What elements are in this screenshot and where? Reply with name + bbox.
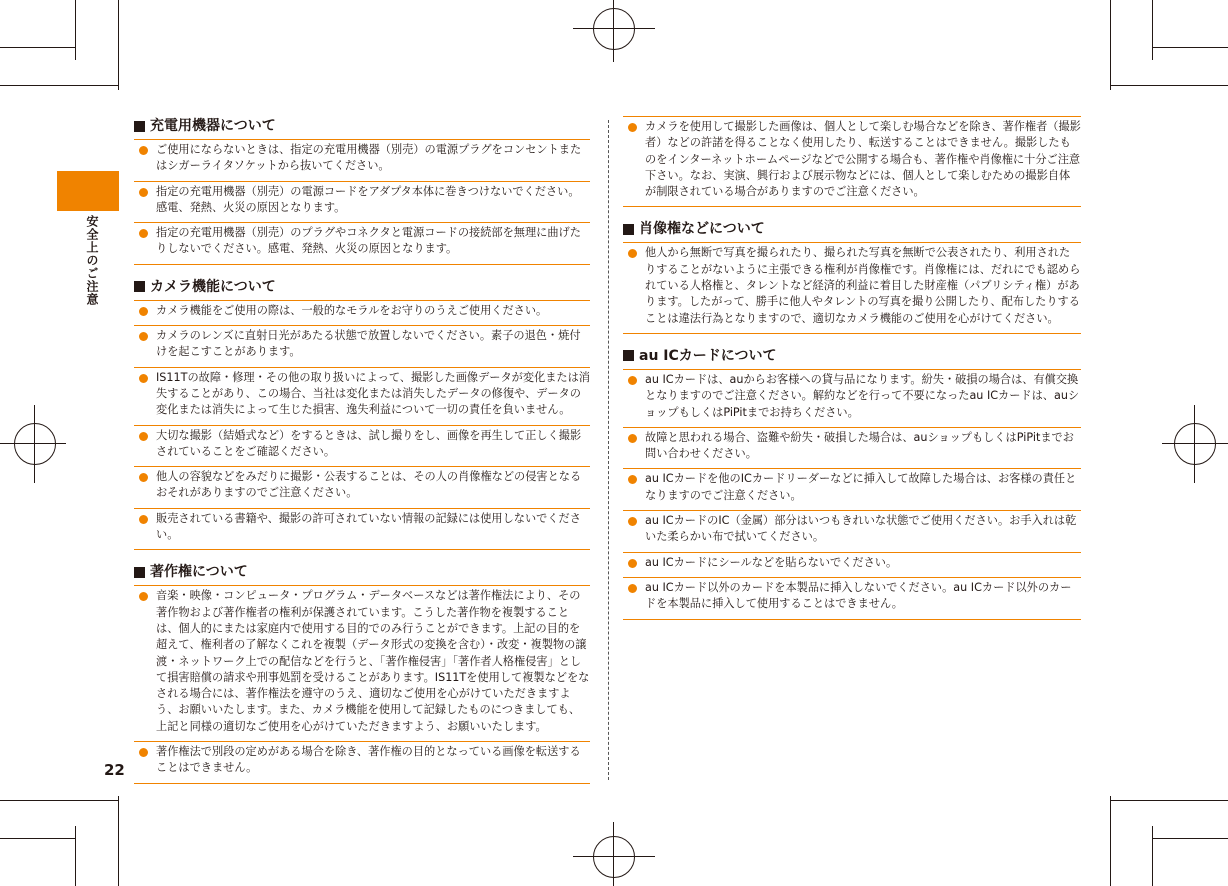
section-heading	[134, 277, 590, 297]
side-tab	[57, 171, 119, 211]
list-item	[134, 139, 590, 181]
circle-bullet-icon	[628, 434, 637, 443]
crop-mark	[0, 838, 75, 839]
section-heading	[623, 219, 1081, 239]
list-item	[134, 466, 590, 508]
list-item-text: au ICカードを他のICカードリーダーなどに挿入して故障した場合は、お客様の責任となりますのでご注意ください。	[645, 472, 1077, 502]
list-item	[623, 242, 1081, 332]
list-item	[134, 508, 590, 550]
left-column	[134, 116, 590, 796]
section	[623, 346, 1081, 626]
list-item-text: カメラのレンズに直射日光があたる状態で放置しないでください。素子の退色・焼付けを起こすことがあります。	[156, 329, 581, 359]
list-item	[134, 741, 590, 783]
circle-bullet-icon	[139, 374, 148, 383]
crop-mark	[0, 47, 75, 48]
crop-mark	[0, 85, 118, 86]
registration-mark-left	[14, 423, 56, 465]
list-item	[623, 468, 1081, 510]
circle-bullet-icon	[628, 376, 637, 385]
section-rule	[623, 206, 1081, 213]
circle-bullet-icon	[139, 229, 148, 238]
list-item	[134, 222, 590, 264]
square-bullet-icon	[623, 224, 634, 235]
crop-mark	[75, 0, 76, 60]
list-item	[623, 552, 1081, 577]
crop-mark	[1110, 0, 1111, 90]
list-item	[623, 116, 1081, 206]
list-item-text: 著作権法で別段の定めがある場合を除き、著作権の目的となっている画像を転送することはできません。	[156, 745, 581, 775]
section-heading-text: 肖像権などについて	[639, 221, 765, 238]
section-rule	[623, 333, 1081, 340]
circle-bullet-icon	[139, 332, 148, 341]
list-item	[623, 369, 1081, 427]
section-heading-text: au ICカードについて	[639, 347, 777, 364]
circle-bullet-icon	[139, 592, 148, 601]
circle-bullet-icon	[628, 584, 637, 593]
circle-bullet-icon	[139, 307, 148, 316]
crop-mark	[1152, 0, 1153, 60]
crop-mark	[118, 0, 119, 90]
registration-line	[573, 856, 655, 857]
list-item-text: au ICカードにシールなどを貼らないでください。	[645, 555, 898, 569]
circle-bullet-icon	[139, 515, 148, 524]
registration-mark-bottom	[593, 836, 635, 878]
list-item-text: IS11Tの故障・修理・その他の取り扱いによって、撮影した画像データが変化または消失することがあり、この場合、当社は変化または消失したデータの修復や、データの変化または消失によって生じた損害、逸失利益について一切の責任を負いません。	[156, 370, 590, 417]
list-item	[134, 367, 590, 425]
crop-mark	[1110, 796, 1111, 886]
crop-mark	[0, 800, 118, 801]
list-item	[134, 181, 590, 223]
list-item	[623, 577, 1081, 619]
section-heading	[134, 116, 590, 136]
section-heading-text: カメラ機能について	[150, 278, 276, 295]
circle-bullet-icon	[139, 748, 148, 757]
section-rule	[134, 264, 590, 271]
crop-mark	[1153, 838, 1228, 839]
registration-line	[613, 0, 614, 62]
square-bullet-icon	[134, 121, 145, 132]
list-item-text: 音楽・映像・コンピュータ・プログラム・データベースなどは著作権法により、その著作物および著作権者の権利が保護されています。こうした著作物を複製することは、個人的にまたは家庭内で使用する目的でのみ行うことができます。上記の目的を超えて、権利者の了解なくこれを複製（データ形式の変換を含む）・改変・複製物の譲渡・ネットワーク上での配信などを行うと、「著作権侵害」「著作者人格権侵害」として損害賠償の請求や刑事処罰を受けることがあります。IS11Tを使用して複製などをなされる場合には、著作権法を遵守のうえ、適切なご使用を心がけていただきますよう、お願いいたします。また、カメラ機能を使用して記録したものにつきましても、上記と同様の適切なご使用を心がけていただきますよう、お願いいたします。	[156, 589, 590, 733]
registration-line	[1162, 443, 1228, 444]
crop-mark	[118, 796, 119, 886]
circle-bullet-icon	[628, 249, 637, 258]
square-bullet-icon	[134, 567, 145, 578]
section-heading-text: 充電用機器について	[150, 118, 276, 134]
list-item-text: 指定の充電用機器（別売）の電源コードをアダプタ本体に巻きつけないでください。感電、発熱、火災の原因となります。	[156, 184, 580, 214]
section-rule	[134, 783, 590, 790]
list-item-text: au ICカードのIC（金属）部分はいつもきれいな状態でご使用ください。お手入れは乾いた柔らかい布で拭いてください。	[645, 514, 1077, 544]
circle-bullet-icon	[139, 473, 148, 482]
registration-line	[573, 28, 655, 29]
list-item-text: au ICカード以外のカードを本製品に挿入しないでください。au ICカード以外のカードを本製品に挿入して使用することはできません。	[645, 580, 1072, 611]
list-item-text: 販売されている書籍や、撮影の許可されていない情報の記録には使用しないでください。	[156, 511, 581, 542]
registration-mark-right	[1174, 423, 1216, 465]
registration-line	[34, 405, 35, 483]
section	[623, 219, 1081, 339]
circle-bullet-icon	[628, 123, 637, 132]
list-item	[623, 510, 1081, 552]
list-item-text: 他人から無断で写真を撮られたり、撮られた写真を無断で公表されたり、利用されたりすることがないように主張できる権利が肖像権です。肖像権には、だれにでも認められている人格権と、タレントなど経済的利益に着目した財産権（パブリシティ権）があります。したがって、勝手に他人やタレントの写真を撮り公開したり、配布したりすることは違法行為となりますので、適切なカメラ機能のご使用を心がけてください。	[645, 246, 1081, 325]
list-item-text: 指定の充電用機器（別売）のプラグやコネクタと電源コードの接続部を無理に曲げたりしないでください。感電、発熱、火災の原因となります。	[156, 226, 581, 256]
crop-mark	[1152, 826, 1153, 886]
registration-line	[1194, 405, 1195, 483]
section-heading-text: 著作権について	[150, 564, 248, 581]
list-item-text: 故障と思われる場合、盗難や紛失・破損した場合は、auショップもしくはPiPitまでお問い合わせください。	[645, 430, 1074, 461]
registration-mark-top	[593, 8, 635, 50]
list-item-text: ご使用にならないときは、指定の充電用機器（別売）の電源プラグをコンセントまたはシガーライタソケットから抜いてください。	[156, 143, 582, 173]
list-item	[134, 300, 590, 325]
crop-mark	[1110, 85, 1228, 86]
list-item-text: 大切な撮影（結婚式など）をするときは、試し撮りをし、画像を再生して正しく撮影されていることをご確認ください。	[156, 428, 582, 458]
right-column	[623, 116, 1081, 632]
section	[623, 116, 1081, 213]
list-item	[134, 325, 590, 367]
circle-bullet-icon	[139, 188, 148, 197]
list-item-text: カメラを使用して撮影した画像は、個人として楽しむ場合などを除き、著作権者（撮影者）などの許諾を得ることなく使用したり、転送することはできません。撮影したものをインターネットホームページなどで公開する場合も、著作権や肖像権に十分ご注意下さい。なお、実演、興行および展示物などには、個人として楽しむための撮影自体が制限されている場合がありますのでご注意ください。	[645, 120, 1081, 199]
section	[134, 562, 590, 789]
section	[134, 116, 590, 271]
crop-mark	[1110, 800, 1228, 801]
square-bullet-icon	[623, 350, 634, 361]
list-item	[134, 585, 590, 741]
circle-bullet-icon	[628, 559, 637, 568]
list-item	[623, 427, 1081, 469]
section-rule	[623, 619, 1081, 626]
list-item-text: 他人の容貌などをみだりに撮影・公表することは、その人の肖像権などの侵害となるおそれがありますのでご注意ください。	[156, 470, 582, 500]
section-rule	[134, 549, 590, 556]
side-tab-label: 安全上のご注意	[85, 215, 99, 306]
circle-bullet-icon	[628, 475, 637, 484]
registration-line	[613, 822, 614, 886]
crop-mark	[75, 826, 76, 886]
section-heading	[623, 346, 1081, 366]
circle-bullet-icon	[628, 517, 637, 526]
registration-line	[0, 443, 66, 444]
square-bullet-icon	[134, 281, 145, 292]
crop-mark	[1153, 47, 1228, 48]
section	[134, 277, 590, 557]
list-item-text: au ICカードは、auからお客様への貸与品になります。紛失・破損の場合は、有償交換となりますのでご注意ください。解約などを行って不要になったau ICカードは、auショップもしくはPiPitまでお持ちください。	[645, 372, 1080, 419]
column-divider	[608, 120, 609, 780]
page-number: 22	[104, 761, 125, 779]
circle-bullet-icon	[139, 146, 148, 155]
list-item	[134, 425, 590, 467]
section-heading	[134, 562, 590, 582]
circle-bullet-icon	[139, 432, 148, 441]
list-item-text: カメラ機能をご使用の際は、一般的なモラルをお守りのうえご使用ください。	[156, 303, 548, 317]
